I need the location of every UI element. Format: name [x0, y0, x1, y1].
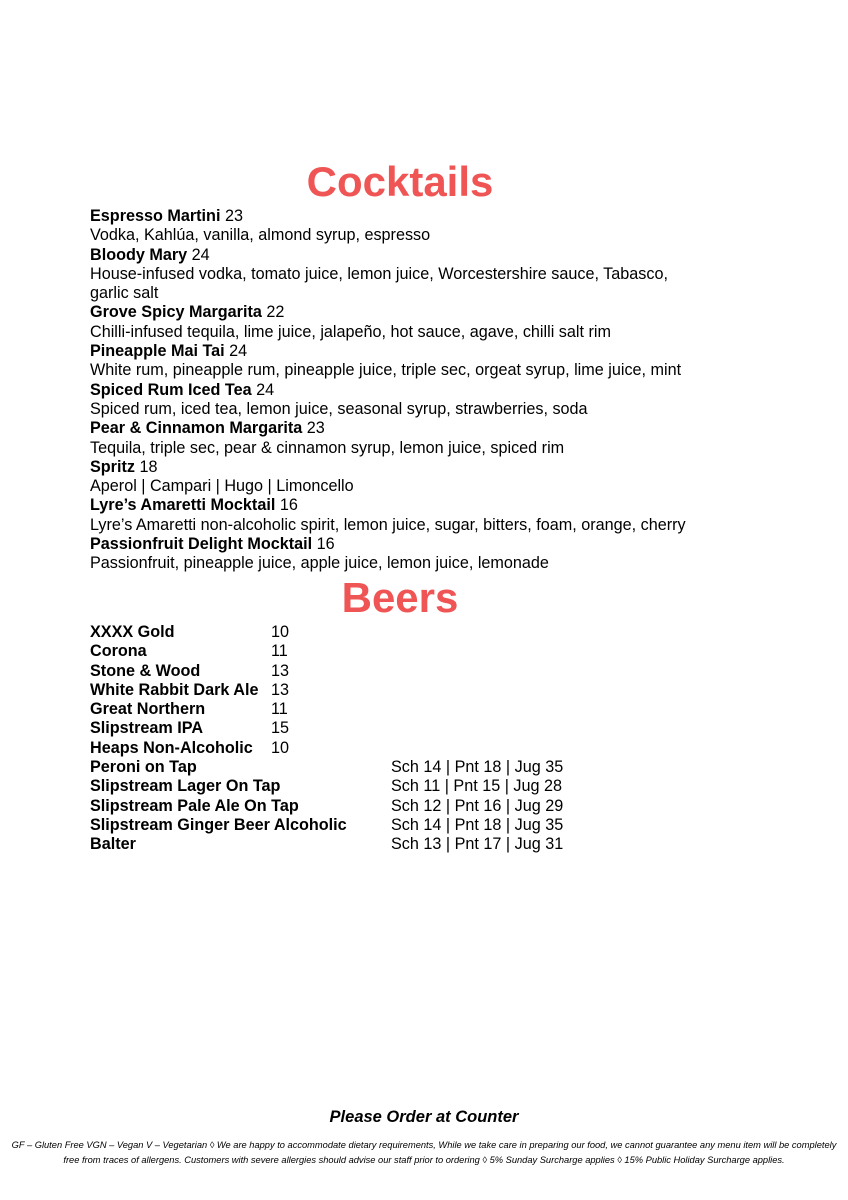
beer-row [90, 816, 690, 835]
beer-name: XXXX Gold [90, 623, 175, 641]
beer-price: 11 [271, 642, 288, 661]
cocktail-price: 23 [306, 419, 325, 438]
beer-row [90, 623, 690, 642]
cocktail-description: Passionfruit, pineapple juice, apple juice, lemon juice, lemonade [90, 554, 549, 573]
beer-price: 10 [271, 738, 290, 757]
cocktail-item [90, 458, 830, 497]
cocktail-item [90, 496, 830, 535]
beer-name: Slipstream IPA [90, 719, 204, 738]
beer-name: Slipstream Lager On Tap [90, 777, 281, 796]
beer-row [90, 662, 690, 681]
cocktail-item [90, 246, 830, 304]
cocktail-description: Spiced rum, iced tea, lemon juice, seasonal syrup, strawberries, soda [90, 399, 588, 418]
beer-price: 13 [271, 680, 290, 699]
beer-name: White Rabbit Dark Ale [90, 680, 259, 699]
cocktail-name: Spritz [90, 457, 135, 476]
cocktail-description: Tequila, triple sec, pear & cinnamon syrup, lemon juice, spiced rim [90, 438, 565, 457]
beer-name: Stone & Wood [90, 661, 201, 680]
cocktail-item [90, 342, 830, 381]
cocktail-price: 16 [316, 535, 335, 554]
beer-tap-prices: Sch 11 | Pnt 15 | Jug 28 [391, 777, 562, 796]
beer-row [90, 835, 690, 854]
beer-name: Slipstream Ginger Beer Alcoholic [90, 815, 347, 834]
beer-tap-prices: Sch 13 | Pnt 17 | Jug 31 [391, 835, 564, 854]
beer-name: Corona [90, 642, 147, 661]
cocktail-name: Espresso Martini [90, 207, 221, 225]
beer-name: Heaps Non-Alcoholic [90, 738, 253, 757]
cocktails-heading: Cocktails [306, 158, 494, 205]
beer-row [90, 719, 690, 738]
cocktail-description: White rum, pineapple rum, pineapple juice, triple sec, orgeat syrup, lime juice, mint [90, 361, 682, 380]
cocktail-list [90, 207, 830, 574]
beer-name: Great Northern [90, 700, 206, 719]
beer-row [90, 758, 690, 777]
beer-price: 10 [271, 623, 290, 641]
cocktail-description: Chilli-infused tequila, lime juice, jalapeño, hot sauce, agave, chilli salt rim [90, 322, 611, 341]
cocktail-item [90, 419, 830, 458]
cocktail-name: Grove Spicy Margarita [90, 303, 262, 322]
cocktail-price: 16 [279, 496, 298, 515]
beer-price: 11 [271, 700, 288, 719]
cocktail-description: Lyre’s Amaretti non-alcoholic spirit, lemon juice, sugar, bitters, foam, orange, cherry [90, 515, 686, 534]
beer-name: Balter [90, 835, 136, 854]
cocktail-name: Passionfruit Delight Mocktail [90, 535, 313, 554]
cocktail-price: 24 [191, 245, 210, 264]
beer-name: Slipstream Pale Ale On Tap [90, 796, 299, 815]
cocktail-price: 24 [229, 342, 248, 361]
cocktail-name: Lyre’s Amaretti Mocktail [90, 496, 276, 515]
cocktail-name: Pineapple Mai Tai [90, 342, 225, 361]
beer-price: 15 [271, 719, 290, 738]
beer-list [90, 623, 690, 855]
cocktail-description: Vodka, Kahlúa, vanilla, almond syrup, espresso [90, 226, 431, 245]
beer-row [90, 797, 690, 816]
cocktail-name: Pear & Cinnamon Margarita [90, 419, 303, 438]
beer-row [90, 739, 690, 758]
cocktail-name: Bloody Mary [90, 245, 188, 264]
cocktail-item [90, 303, 830, 342]
beer-price: 13 [271, 661, 290, 680]
beers-heading: Beers [341, 574, 459, 621]
cocktail-item [90, 207, 830, 246]
beer-tap-prices: Sch 14 | Pnt 18 | Jug 35 [391, 815, 564, 834]
beer-row [90, 777, 690, 796]
beer-row [90, 681, 690, 700]
beer-tap-prices: Sch 14 | Pnt 18 | Jug 35 [391, 758, 564, 777]
beer-row [90, 642, 690, 661]
cocktail-description: House-infused vodka, tomato juice, lemon juice, Worcestershire sauce, Tabasco, garlic salt [90, 264, 668, 303]
cocktail-price: 18 [139, 457, 158, 476]
cocktail-price: 23 [224, 207, 243, 225]
cocktail-price: 24 [256, 380, 275, 399]
beer-tap-prices: Sch 12 | Pnt 16 | Jug 29 [391, 796, 564, 815]
beer-name: Peroni on Tap [90, 758, 197, 777]
cocktail-item [90, 535, 830, 574]
order-at-counter-notice: Please Order at Counter [329, 1108, 519, 1126]
cocktail-item [90, 381, 830, 420]
cocktail-name: Spiced Rum Iced Tea [90, 380, 252, 399]
cocktail-description: Aperol | Campari | Hugo | Limoncello [90, 477, 354, 496]
dietary-allergen-note: GF – Gluten Free VGN – Vegan V – Vegetarian ◊ We are happy to accommodate dietary requirements, While we take care in preparing our food, we cannot guarantee any menu item will be completely free from traces of allergens. Customers with severe allergies should advise our staff prior to ordering ◊ 5% Sunday Surcharge applies ◊ 15% Public Holiday Surcharge applies. [11, 1140, 837, 1165]
cocktail-price: 22 [266, 303, 285, 322]
beer-row [90, 700, 690, 719]
